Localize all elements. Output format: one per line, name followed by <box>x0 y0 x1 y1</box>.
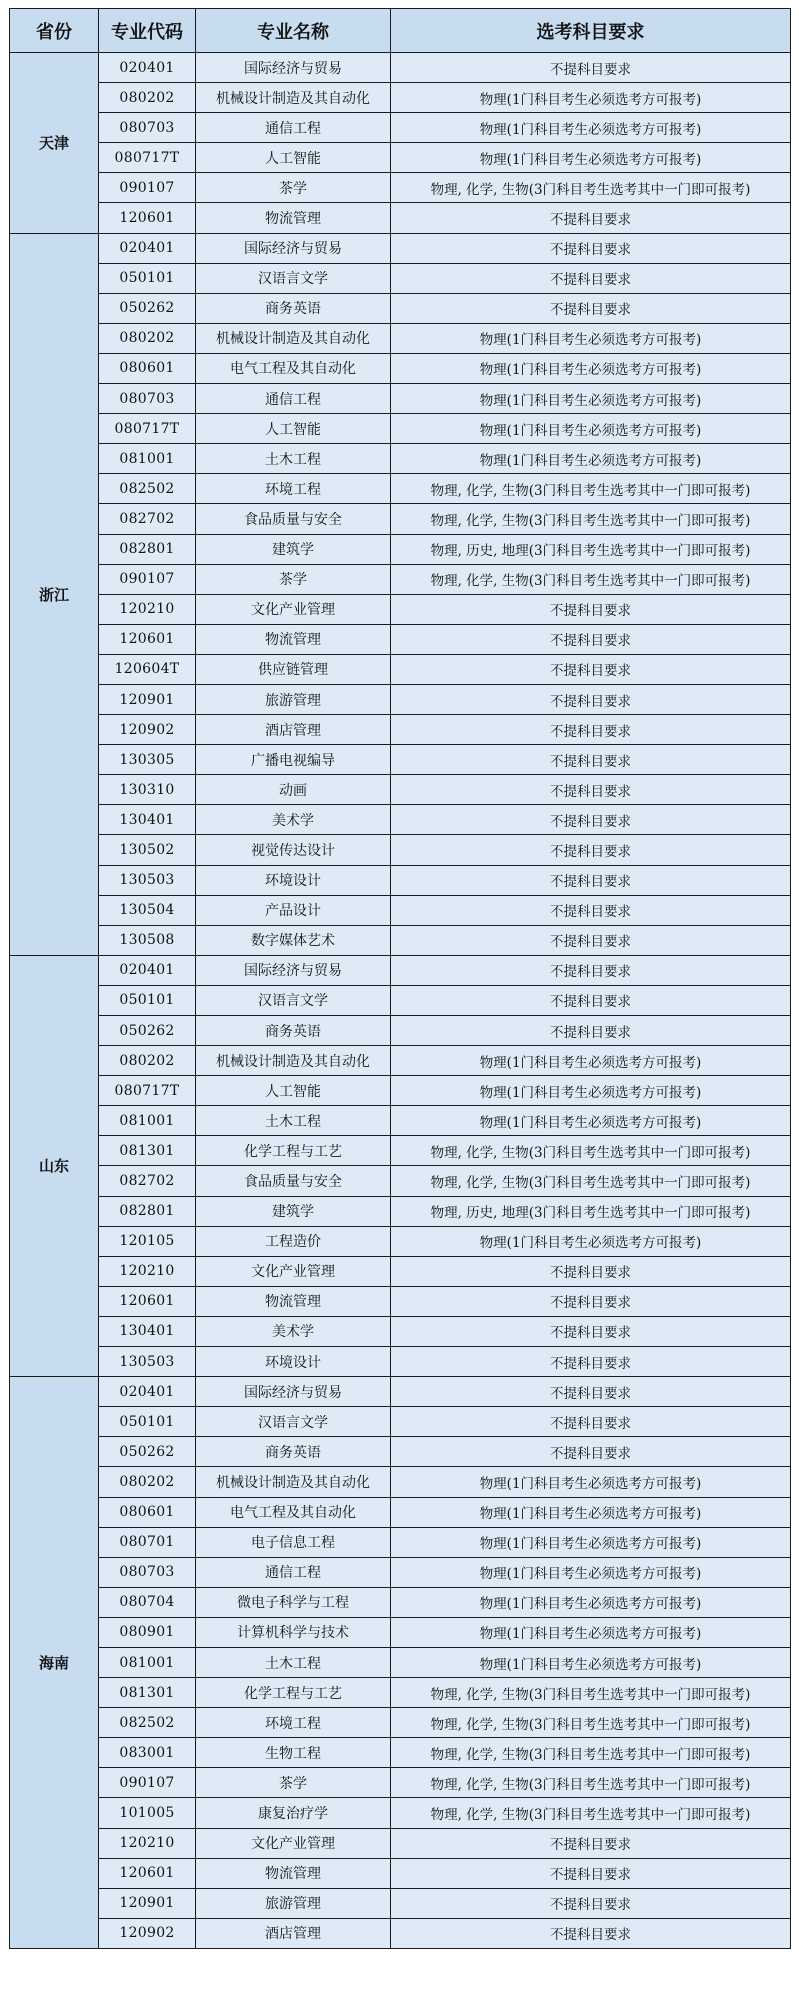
requirement-cell: 不提科目要求 <box>391 263 791 293</box>
requirement-cell: 物理(1门科目考生必须选考方可报考) <box>391 1617 791 1647</box>
province-cell: 天津 <box>10 53 99 234</box>
requirement-cell: 物理(1门科目考生必须选考方可报考) <box>391 414 791 444</box>
major-code-cell: 130401 <box>99 805 196 835</box>
major-name-cell: 机械设计制造及其自动化 <box>196 323 391 353</box>
requirement-cell: 物理, 历史, 地理(3门科目考生选考其中一门即可报考) <box>391 534 791 564</box>
major-name-cell: 酒店管理 <box>196 1918 391 1948</box>
requirement-cell: 物理(1门科目考生必须选考方可报考) <box>391 113 791 143</box>
table-row <box>10 1347 791 1377</box>
major-code-cell: 080202 <box>99 323 196 353</box>
major-name-cell: 土木工程 <box>196 444 391 474</box>
major-code-cell: 050101 <box>99 263 196 293</box>
table-row <box>10 1888 791 1918</box>
table-row <box>10 865 791 895</box>
requirement-cell: 不提科目要求 <box>391 805 791 835</box>
requirement-cell: 不提科目要求 <box>391 985 791 1015</box>
table-row <box>10 624 791 654</box>
requirement-cell: 物理(1门科目考生必须选考方可报考) <box>391 444 791 474</box>
requirement-cell: 不提科目要求 <box>391 1888 791 1918</box>
requirement-cell: 物理, 化学, 生物(3门科目考生选考其中一门即可报考) <box>391 1166 791 1196</box>
major-name-cell: 电气工程及其自动化 <box>196 353 391 383</box>
requirement-cell: 不提科目要求 <box>391 715 791 745</box>
major-code-cell: 080717T <box>99 1076 196 1106</box>
major-code-cell: 020401 <box>99 233 196 263</box>
requirement-cell: 物理, 化学, 生物(3门科目考生选考其中一门即可报考) <box>391 173 791 203</box>
requirement-cell: 不提科目要求 <box>391 654 791 684</box>
major-name-cell: 电气工程及其自动化 <box>196 1497 391 1527</box>
major-code-cell: 080601 <box>99 1497 196 1527</box>
major-code-cell: 082502 <box>99 474 196 504</box>
table-row <box>10 534 791 564</box>
table-row <box>10 1046 791 1076</box>
major-name-cell: 文化产业管理 <box>196 1828 391 1858</box>
major-name-cell: 人工智能 <box>196 1076 391 1106</box>
table-row <box>10 895 791 925</box>
major-name-cell: 茶学 <box>196 564 391 594</box>
major-name-cell: 微电子科学与工程 <box>196 1587 391 1617</box>
major-name-cell: 视觉传达设计 <box>196 835 391 865</box>
major-code-cell: 120902 <box>99 1918 196 1948</box>
requirement-cell: 物理, 化学, 生物(3门科目考生选考其中一门即可报考) <box>391 474 791 504</box>
major-code-cell: 080701 <box>99 1527 196 1557</box>
major-code-cell: 130310 <box>99 775 196 805</box>
major-code-cell: 081001 <box>99 444 196 474</box>
major-code-cell: 081301 <box>99 1136 196 1166</box>
table-row <box>10 654 791 684</box>
major-name-cell: 机械设计制造及其自动化 <box>196 1467 391 1497</box>
requirement-cell: 不提科目要求 <box>391 684 791 714</box>
table-row <box>10 474 791 504</box>
major-name-cell: 汉语言文学 <box>196 263 391 293</box>
table-row <box>10 1437 791 1467</box>
table-row <box>10 1768 791 1798</box>
major-name-cell: 通信工程 <box>196 384 391 414</box>
major-name-cell: 土木工程 <box>196 1106 391 1136</box>
table-row <box>10 1407 791 1437</box>
major-name-cell: 化学工程与工艺 <box>196 1136 391 1166</box>
requirement-cell: 物理, 化学, 生物(3门科目考生选考其中一门即可报考) <box>391 564 791 594</box>
requirement-cell: 物理(1门科目考生必须选考方可报考) <box>391 1557 791 1587</box>
major-code-cell: 130401 <box>99 1316 196 1346</box>
major-name-cell: 动画 <box>196 775 391 805</box>
table-header <box>10 9 791 53</box>
table-row <box>10 1678 791 1708</box>
table-row <box>10 594 791 624</box>
table-row <box>10 775 791 805</box>
major-code-cell: 130503 <box>99 865 196 895</box>
major-name-cell: 产品设计 <box>196 895 391 925</box>
major-code-cell: 050101 <box>99 985 196 1015</box>
province-cell: 浙江 <box>10 233 99 955</box>
major-name-cell: 机械设计制造及其自动化 <box>196 83 391 113</box>
table-row <box>10 805 791 835</box>
requirement-cell: 物理(1门科目考生必须选考方可报考) <box>391 83 791 113</box>
requirement-cell: 不提科目要求 <box>391 955 791 985</box>
table-row <box>10 233 791 263</box>
major-code-cell: 120601 <box>99 203 196 233</box>
major-name-cell: 工程造价 <box>196 1226 391 1256</box>
major-code-cell: 082702 <box>99 1166 196 1196</box>
table-row <box>10 113 791 143</box>
major-name-cell: 汉语言文学 <box>196 1407 391 1437</box>
requirement-cell: 物理(1门科目考生必须选考方可报考) <box>391 143 791 173</box>
major-name-cell: 建筑学 <box>196 534 391 564</box>
table-row <box>10 1226 791 1256</box>
major-code-cell: 120604T <box>99 654 196 684</box>
requirement-cell: 物理(1门科目考生必须选考方可报考) <box>391 1076 791 1106</box>
major-code-cell: 080703 <box>99 1557 196 1587</box>
table-row <box>10 715 791 745</box>
major-name-cell: 供应链管理 <box>196 654 391 684</box>
header-name: 专业名称 <box>196 9 391 53</box>
requirement-cell: 不提科目要求 <box>391 835 791 865</box>
major-code-cell: 080703 <box>99 384 196 414</box>
major-name-cell: 旅游管理 <box>196 1888 391 1918</box>
table-row <box>10 564 791 594</box>
major-code-cell: 020401 <box>99 53 196 83</box>
major-code-cell: 120105 <box>99 1226 196 1256</box>
table-row <box>10 414 791 444</box>
requirement-cell: 物理, 化学, 生物(3门科目考生选考其中一门即可报考) <box>391 1678 791 1708</box>
major-name-cell: 国际经济与贸易 <box>196 233 391 263</box>
major-name-cell: 计算机科学与技术 <box>196 1617 391 1647</box>
requirement-cell: 不提科目要求 <box>391 1347 791 1377</box>
major-code-cell: 120601 <box>99 1286 196 1316</box>
major-code-cell: 090107 <box>99 564 196 594</box>
major-code-cell: 120210 <box>99 594 196 624</box>
table-row <box>10 53 791 83</box>
major-code-cell: 020401 <box>99 955 196 985</box>
requirement-cell: 物理, 化学, 生物(3门科目考生选考其中一门即可报考) <box>391 1738 791 1768</box>
major-code-cell: 130503 <box>99 1347 196 1377</box>
major-code-cell: 081001 <box>99 1106 196 1136</box>
major-name-cell: 食品质量与安全 <box>196 504 391 534</box>
major-code-cell: 020401 <box>99 1377 196 1407</box>
requirement-cell: 物理(1门科目考生必须选考方可报考) <box>391 1527 791 1557</box>
table-row <box>10 1798 791 1828</box>
table-row <box>10 1647 791 1677</box>
major-name-cell: 物流管理 <box>196 203 391 233</box>
major-code-cell: 050262 <box>99 293 196 323</box>
table-row <box>10 444 791 474</box>
table-row <box>10 1377 791 1407</box>
table-row <box>10 293 791 323</box>
requirement-cell: 不提科目要求 <box>391 1016 791 1046</box>
major-code-cell: 101005 <box>99 1798 196 1828</box>
major-code-cell: 082801 <box>99 1196 196 1226</box>
requirement-cell: 不提科目要求 <box>391 1407 791 1437</box>
major-code-cell: 082702 <box>99 504 196 534</box>
major-code-cell: 080601 <box>99 353 196 383</box>
requirement-cell: 不提科目要求 <box>391 895 791 925</box>
header-row <box>10 9 791 53</box>
requirement-cell: 物理(1门科目考生必须选考方可报考) <box>391 384 791 414</box>
requirement-cell: 物理, 化学, 生物(3门科目考生选考其中一门即可报考) <box>391 504 791 534</box>
major-name-cell: 食品质量与安全 <box>196 1166 391 1196</box>
table-row <box>10 1858 791 1888</box>
table-row <box>10 353 791 383</box>
major-name-cell: 通信工程 <box>196 113 391 143</box>
header-code: 专业代码 <box>99 9 196 53</box>
major-name-cell: 商务英语 <box>196 1016 391 1046</box>
requirement-cell: 不提科目要求 <box>391 233 791 263</box>
major-name-cell: 生物工程 <box>196 1738 391 1768</box>
major-code-cell: 080901 <box>99 1617 196 1647</box>
requirement-cell: 不提科目要求 <box>391 1828 791 1858</box>
requirement-cell: 不提科目要求 <box>391 775 791 805</box>
major-name-cell: 土木工程 <box>196 1647 391 1677</box>
table-row <box>10 1738 791 1768</box>
table-row <box>10 384 791 414</box>
major-code-cell: 080202 <box>99 83 196 113</box>
major-name-cell: 机械设计制造及其自动化 <box>196 1046 391 1076</box>
table-row <box>10 323 791 353</box>
header-province: 省份 <box>10 9 99 53</box>
major-code-cell: 120901 <box>99 1888 196 1918</box>
requirement-cell: 不提科目要求 <box>391 1918 791 1948</box>
requirement-cell: 不提科目要求 <box>391 203 791 233</box>
major-name-cell: 环境设计 <box>196 865 391 895</box>
requirement-cell: 不提科目要求 <box>391 865 791 895</box>
major-name-cell: 环境工程 <box>196 1708 391 1738</box>
major-code-cell: 080202 <box>99 1467 196 1497</box>
requirement-cell: 物理, 历史, 地理(3门科目考生选考其中一门即可报考) <box>391 1196 791 1226</box>
major-code-cell: 050262 <box>99 1437 196 1467</box>
major-name-cell: 商务英语 <box>196 1437 391 1467</box>
table-row <box>10 1617 791 1647</box>
major-code-cell: 130504 <box>99 895 196 925</box>
table-row <box>10 684 791 714</box>
requirement-cell: 物理(1门科目考生必须选考方可报考) <box>391 1647 791 1677</box>
major-code-cell: 120902 <box>99 715 196 745</box>
requirement-cell: 物理(1门科目考生必须选考方可报考) <box>391 1226 791 1256</box>
table-row <box>10 1467 791 1497</box>
table-row <box>10 1166 791 1196</box>
requirement-cell: 不提科目要求 <box>391 293 791 323</box>
requirement-cell: 不提科目要求 <box>391 745 791 775</box>
major-name-cell: 康复治疗学 <box>196 1798 391 1828</box>
major-name-cell: 电子信息工程 <box>196 1527 391 1557</box>
major-code-cell: 082801 <box>99 534 196 564</box>
requirement-cell: 物理(1门科目考生必须选考方可报考) <box>391 1046 791 1076</box>
major-name-cell: 物流管理 <box>196 1286 391 1316</box>
major-code-cell: 080717T <box>99 414 196 444</box>
major-code-cell: 080202 <box>99 1046 196 1076</box>
table-row <box>10 203 791 233</box>
major-code-cell: 080717T <box>99 143 196 173</box>
requirement-cell: 物理(1门科目考生必须选考方可报考) <box>391 1587 791 1617</box>
major-code-cell: 081301 <box>99 1678 196 1708</box>
table-row <box>10 1316 791 1346</box>
major-code-cell: 120210 <box>99 1256 196 1286</box>
major-code-cell: 090107 <box>99 1768 196 1798</box>
major-name-cell: 物流管理 <box>196 624 391 654</box>
major-name-cell: 文化产业管理 <box>196 594 391 624</box>
requirement-cell: 物理(1门科目考生必须选考方可报考) <box>391 1106 791 1136</box>
major-code-cell: 050101 <box>99 1407 196 1437</box>
requirement-cell: 不提科目要求 <box>391 925 791 955</box>
table-row <box>10 1256 791 1286</box>
requirement-cell: 物理(1门科目考生必须选考方可报考) <box>391 353 791 383</box>
table-row <box>10 1497 791 1527</box>
table-row <box>10 1076 791 1106</box>
table-row <box>10 955 791 985</box>
requirement-cell: 不提科目要求 <box>391 53 791 83</box>
major-code-cell: 080703 <box>99 113 196 143</box>
table-row <box>10 835 791 865</box>
major-name-cell: 广播电视编导 <box>196 745 391 775</box>
major-code-cell: 090107 <box>99 173 196 203</box>
major-code-cell: 120601 <box>99 624 196 654</box>
requirement-cell: 物理(1门科目考生必须选考方可报考) <box>391 1497 791 1527</box>
major-code-cell: 130508 <box>99 925 196 955</box>
major-code-cell: 081001 <box>99 1647 196 1677</box>
major-name-cell: 国际经济与贸易 <box>196 1377 391 1407</box>
major-name-cell: 人工智能 <box>196 143 391 173</box>
major-code-cell: 130502 <box>99 835 196 865</box>
major-name-cell: 美术学 <box>196 805 391 835</box>
major-name-cell: 国际经济与贸易 <box>196 53 391 83</box>
table-row <box>10 1708 791 1738</box>
table-row <box>10 1286 791 1316</box>
major-code-cell: 083001 <box>99 1738 196 1768</box>
major-name-cell: 旅游管理 <box>196 684 391 714</box>
table-row <box>10 263 791 293</box>
table-row <box>10 925 791 955</box>
requirement-cell: 不提科目要求 <box>391 1437 791 1467</box>
table-row <box>10 1918 791 1948</box>
table-row <box>10 83 791 113</box>
major-name-cell: 美术学 <box>196 1316 391 1346</box>
requirement-cell: 物理(1门科目考生必须选考方可报考) <box>391 323 791 353</box>
major-code-cell: 050262 <box>99 1016 196 1046</box>
major-code-cell: 080704 <box>99 1587 196 1617</box>
major-name-cell: 汉语言文学 <box>196 985 391 1015</box>
major-code-cell: 120901 <box>99 684 196 714</box>
province-cell: 山东 <box>10 955 99 1376</box>
table-row <box>10 1587 791 1617</box>
table-row <box>10 985 791 1015</box>
major-code-cell: 130305 <box>99 745 196 775</box>
requirement-cell: 不提科目要求 <box>391 594 791 624</box>
major-name-cell: 通信工程 <box>196 1557 391 1587</box>
table-row <box>10 1527 791 1557</box>
table-row <box>10 143 791 173</box>
table-row <box>10 745 791 775</box>
table-row <box>10 1557 791 1587</box>
header-requirement: 选考科目要求 <box>391 9 791 53</box>
requirement-cell: 不提科目要求 <box>391 1286 791 1316</box>
requirement-cell: 不提科目要求 <box>391 1316 791 1346</box>
major-name-cell: 茶学 <box>196 173 391 203</box>
major-name-cell: 数字媒体艺术 <box>196 925 391 955</box>
major-name-cell: 建筑学 <box>196 1196 391 1226</box>
requirement-cell: 不提科目要求 <box>391 1256 791 1286</box>
province-cell: 海南 <box>10 1377 99 1949</box>
major-name-cell: 文化产业管理 <box>196 1256 391 1286</box>
major-name-cell: 人工智能 <box>196 414 391 444</box>
subject-requirements-sheet <box>9 8 790 1949</box>
table-row <box>10 504 791 534</box>
major-name-cell: 环境工程 <box>196 474 391 504</box>
major-code-cell: 082502 <box>99 1708 196 1738</box>
major-name-cell: 酒店管理 <box>196 715 391 745</box>
major-name-cell: 物流管理 <box>196 1858 391 1888</box>
table-row <box>10 1828 791 1858</box>
major-name-cell: 环境设计 <box>196 1347 391 1377</box>
table-body <box>10 53 791 1949</box>
major-name-cell: 商务英语 <box>196 293 391 323</box>
major-name-cell: 茶学 <box>196 1768 391 1798</box>
requirement-cell: 不提科目要求 <box>391 1377 791 1407</box>
requirement-cell: 物理, 化学, 生物(3门科目考生选考其中一门即可报考) <box>391 1708 791 1738</box>
major-name-cell: 国际经济与贸易 <box>196 955 391 985</box>
requirement-cell: 物理, 化学, 生物(3门科目考生选考其中一门即可报考) <box>391 1798 791 1828</box>
requirement-cell: 物理(1门科目考生必须选考方可报考) <box>391 1467 791 1497</box>
table-row <box>10 1196 791 1226</box>
table-row <box>10 1106 791 1136</box>
table-row <box>10 173 791 203</box>
major-name-cell: 化学工程与工艺 <box>196 1678 391 1708</box>
requirement-cell: 物理, 化学, 生物(3门科目考生选考其中一门即可报考) <box>391 1136 791 1166</box>
major-code-cell: 120210 <box>99 1828 196 1858</box>
major-code-cell: 120601 <box>99 1858 196 1888</box>
requirement-cell: 不提科目要求 <box>391 1858 791 1888</box>
table-row <box>10 1016 791 1046</box>
table-row <box>10 1136 791 1166</box>
requirement-cell: 物理, 化学, 生物(3门科目考生选考其中一门即可报考) <box>391 1768 791 1798</box>
requirement-cell: 不提科目要求 <box>391 624 791 654</box>
subject-requirements-table <box>9 8 791 1949</box>
